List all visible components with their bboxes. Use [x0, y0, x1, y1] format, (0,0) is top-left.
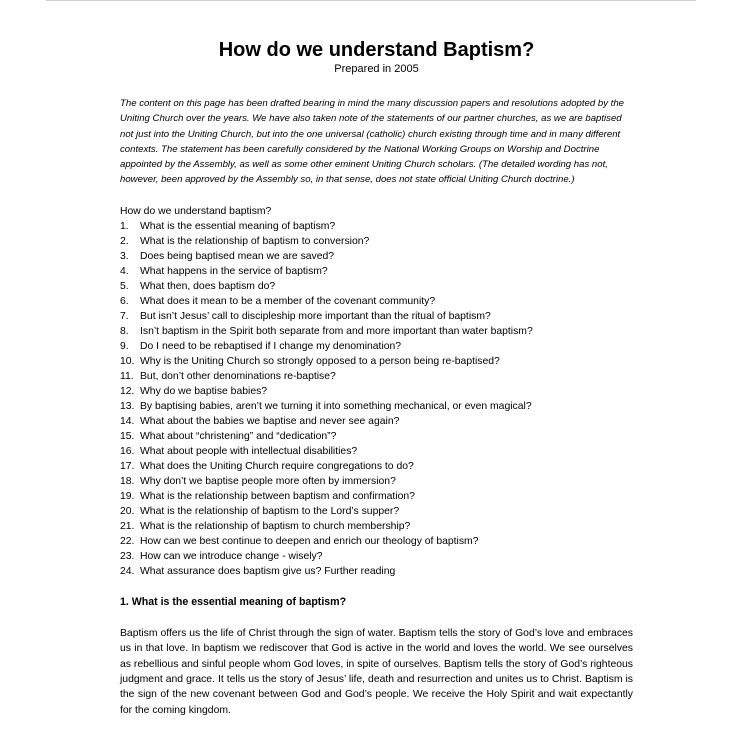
toc-item-number: 21. [120, 520, 135, 532]
table-of-contents [120, 219, 633, 579]
toc-item-number: 5. [120, 280, 129, 292]
toc-item-text: What is the relationship of baptism to church membership? [140, 520, 411, 532]
toc-item-number: 11. [120, 370, 134, 382]
toc-item-text: But, don’t other denominations re-baptise? [140, 370, 336, 382]
toc-item-text: What happens in the service of baptism? [140, 265, 328, 277]
toc-item[interactable] [120, 474, 633, 489]
section-1-heading: 1. What is the essential meaning of baptism? [120, 595, 347, 608]
toc-item-number: 14. [120, 415, 135, 427]
toc-item-text: What assurance does baptism give us? Further reading [140, 565, 396, 577]
toc-item-text: Why don’t we baptise people more often by immersion? [140, 475, 396, 487]
intro-paragraph: The content on this page has been drafted bearing in mind the many discussion papers and resolutions adopted by the Uniting Church over the years. We have also taken note of the statements of our partner churches, as we are baptised not just into the Uniting Church, but into the one universal (catholic) church existing through time and in many different contexts. The statement has been carefully considered by the National Working Groups on Worship and Doctrine appointed by the Assembly, as well as some other eminent Uniting Church scholars. (The detailed wording has not, however, been approved by the Assembly so, in that sense, does not state official Uniting Church doctrine.) [120, 98, 625, 186]
toc-item-number: 7. [120, 310, 129, 322]
toc-item-text: What is the relationship of baptism to the Lord’s supper? [140, 505, 400, 517]
toc-item[interactable] [120, 549, 633, 564]
toc-item-text: What is the relationship of baptism to conversion? [140, 235, 370, 247]
toc-item[interactable] [120, 339, 633, 354]
toc-item[interactable] [120, 519, 633, 534]
toc-item-number: 22. [120, 535, 135, 547]
toc-item-text: By baptising babies, aren’t we turning it into something mechanical, or even magical? [140, 400, 532, 412]
section-1-body: Baptism offers us the life of Christ through the sign of water. Baptism tells the story of God’s love and embraces us in that love. In baptism we rediscover that God is active in the world and loves the world. We see ourselves as rebellious and sinful people whom God loves, in spite of ourselves. Baptism tells the story of God’s righteous judgment and grace. It tells us the story of Jesus’ life, death and resurrection and unites us to Christ. Baptism is the sign of the new covenant between God and God’s people. We receive the Holy Spirit and wait expectantly for the coming kingdom. [120, 627, 633, 716]
document-page [120, 38, 633, 718]
toc-item[interactable] [120, 414, 633, 429]
toc-item-number: 23. [120, 550, 135, 562]
toc-item-text: But isn’t Jesus’ call to discipleship more important than the ritual of baptism? [140, 310, 491, 322]
document-subtitle: Prepared in 2005 [334, 63, 419, 75]
toc-item-text: What does the Uniting Church require congregations to do? [140, 460, 414, 472]
toc-item[interactable] [120, 384, 633, 399]
toc-item-text: What does it mean to be a member of the covenant community? [140, 295, 436, 307]
toc-item-number: 9. [120, 340, 129, 352]
toc-item-text: What about “christening” and “dedication”? [140, 430, 337, 442]
toc-item[interactable] [120, 369, 633, 384]
toc-item[interactable] [120, 219, 633, 234]
toc-item-number: 1. [120, 220, 129, 232]
toc-item[interactable] [120, 459, 633, 474]
toc-item-number: 20. [120, 505, 135, 517]
toc-item-number: 4. [120, 265, 129, 277]
toc-item-number: 6. [120, 295, 129, 307]
toc-item-text: Why do we baptise babies? [140, 385, 268, 397]
toc-item-number: 17. [120, 460, 135, 472]
toc-item-number: 19. [120, 490, 135, 502]
toc-item[interactable] [120, 489, 633, 504]
toc-item[interactable] [120, 444, 633, 459]
toc-item-text: How can we best continue to deepen and enrich our theology of baptism? [140, 535, 479, 547]
toc-item-text: What then, does baptism do? [140, 280, 276, 292]
toc-heading: How do we understand baptism? [120, 205, 272, 217]
toc-item[interactable] [120, 264, 633, 279]
toc-item-number: 13. [120, 400, 135, 412]
toc-item-text: What is the essential meaning of baptism? [140, 220, 336, 232]
toc-item[interactable] [120, 294, 633, 309]
toc-item[interactable] [120, 249, 633, 264]
toc-item-number: 10. [120, 355, 135, 367]
toc-item-number: 16. [120, 445, 135, 457]
toc-item-number: 15. [120, 430, 135, 442]
document-title: How do we understand Baptism? [218, 39, 535, 61]
top-divider [46, 0, 696, 1]
toc-item[interactable] [120, 534, 633, 549]
toc-item-text: What about the babies we baptise and never see again? [140, 415, 400, 427]
toc-item-text: Isn’t baptism in the Spirit both separate from and more important than water baptism? [140, 325, 533, 337]
toc-item[interactable] [120, 279, 633, 294]
toc-item-text: Why is the Uniting Church so strongly opposed to a person being re-baptised? [140, 355, 500, 367]
toc-item-number: 12. [120, 385, 135, 397]
toc-item-number: 8. [120, 325, 129, 337]
toc-item-number: 18. [120, 475, 135, 487]
toc-item-number: 3. [120, 250, 129, 262]
toc-item[interactable] [120, 564, 633, 579]
toc-item[interactable] [120, 504, 633, 519]
toc-item-text: What is the relationship between baptism and confirmation? [140, 490, 415, 502]
toc-item-number: 24. [120, 565, 135, 577]
toc-item-number: 2. [120, 235, 129, 247]
toc-item-text: Do I need to be rebaptised if I change my denomination? [140, 340, 402, 352]
toc-item-text: Does being baptised mean we are saved? [140, 250, 335, 262]
toc-item[interactable] [120, 309, 633, 324]
toc-item[interactable] [120, 234, 633, 249]
toc-item[interactable] [120, 324, 633, 339]
toc-item-text: What about people with intellectual disabilities? [140, 445, 358, 457]
toc-item[interactable] [120, 399, 633, 414]
toc-item[interactable] [120, 354, 633, 369]
toc-item-text: How can we introduce change - wisely? [140, 550, 323, 562]
toc-item[interactable] [120, 429, 633, 444]
